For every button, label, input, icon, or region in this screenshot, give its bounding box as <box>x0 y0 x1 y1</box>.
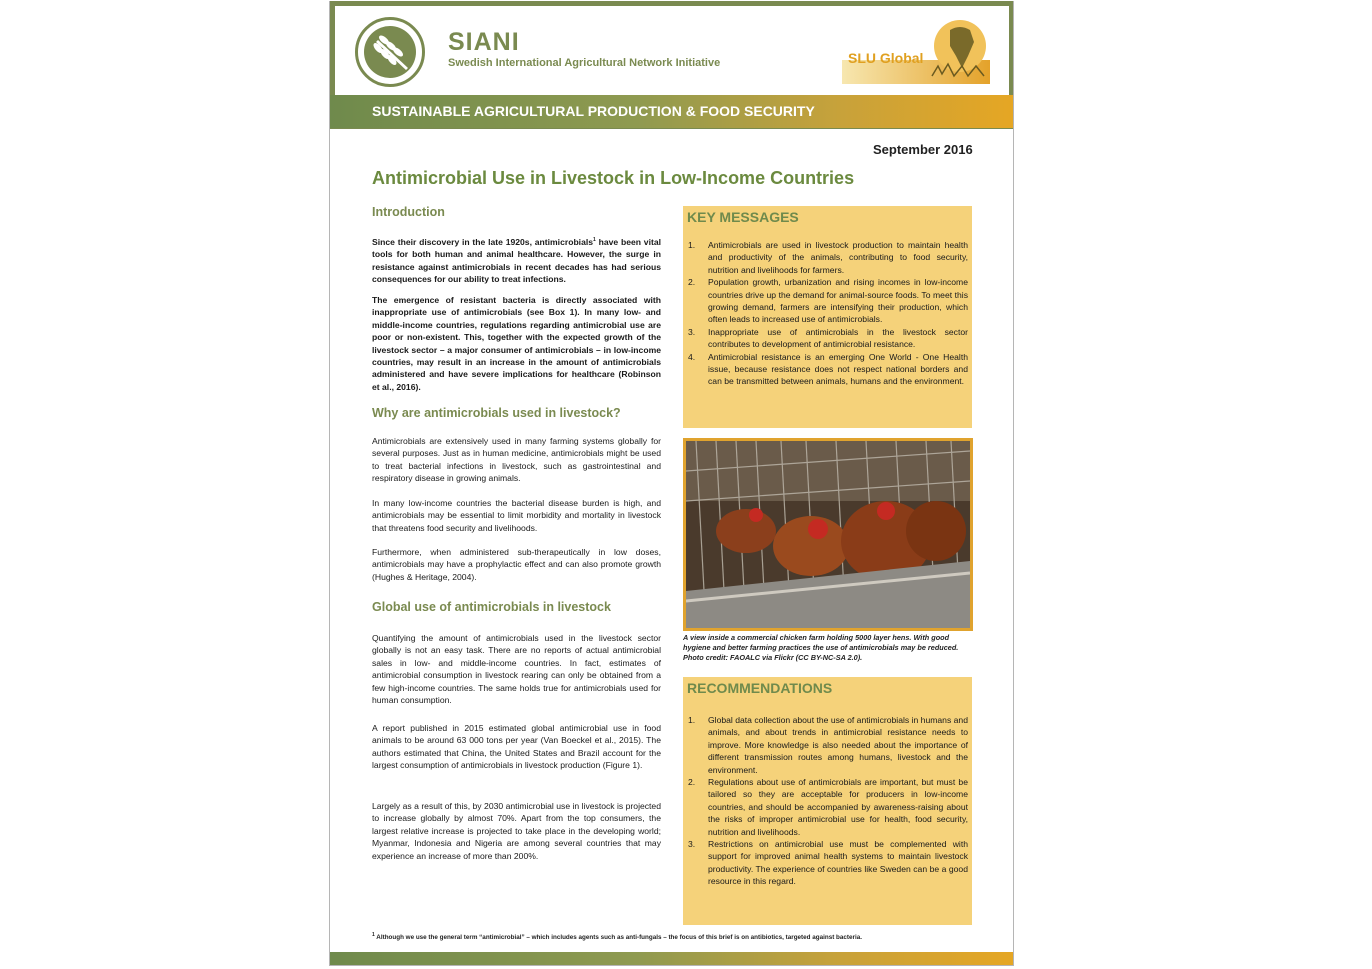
introduction-heading: Introduction <box>372 205 445 219</box>
why-paragraph-1: Antimicrobials are extensively used in many farming systems globally for several purposes. Just as in human medicine, antimicrobials might be used to treat bacterial infections in livestock, such as gastrointestinal and respiratory disease in growing animals. <box>372 436 661 484</box>
list-item: 4. Antimicrobial resistance is an emerging One World - One Health issue, because resistance does not respect national borders and can be transmitted between animals, humans and the environment. <box>688 351 968 387</box>
slu-global-label: SLU Global <box>848 50 924 66</box>
list-item: 2. Regulations about use of antimicrobials are important, but must be tailored so they are acceptable for producers in low-income countries, and should be accompanied by awareness-raising about the risks of improper antimicrobial use for health, food security, nutrition and livelihoods. <box>688 777 968 837</box>
global-paragraph-2: A report published in 2015 estimated global antimicrobial use in food animals to be around 63 000 tons per year (Van Boeckel et al., 2015). The authors estimated that China, the United States and Brazil account for the largest consumption of antimicrobials in livestock production (Figure 1). <box>372 723 661 771</box>
banner-text: SUSTAINABLE AGRICULTURAL PRODUCTION & FOOD SECURITY <box>372 103 815 119</box>
global-use-heading: Global use of antimicrobials in livestock <box>372 600 611 614</box>
key-messages-list <box>687 239 968 388</box>
recommendations-list <box>687 714 968 888</box>
list-item: 3. Restrictions on antimicrobial use must be complemented with support for improved animal health systems to maintain livestock productivity. The experience of countries like Sweden can be a good resource in this regard. <box>688 839 968 887</box>
chicken-image <box>686 441 970 628</box>
org-name: SIANI <box>448 28 520 56</box>
list-item: 1. Global data collection about the use of antimicrobials in humans and animals, and about trends in antimicrobial resistance needs to improve. More knowledge is also needed about the importance of different transmission routes among humans, livestock and the environment. <box>688 715 968 775</box>
global-paragraph-3: Largely as a result of this, by 2030 antimicrobial use in livestock is projected to increase globally by almost 70%. Apart from the top consumers, the largest relative increase is projected to take place in the developing world; Myanmar, Indonesia and Nigeria are among several countries that may experience an increase of more than 200%. <box>372 801 661 861</box>
publication-date: September 2016 <box>873 142 973 157</box>
intro-paragraph-2: The emergence of resistant bacteria is directly associated with inappropriate use of antimicrobials (see Box 1). In many low- and middle-income countries, regulations regarding antimicrobial use are poor or non-existent. This, together with the expected growth of the livestock sector – a major consumer of antimicrobials – in low-income countries, may result in an increase in the amount of antimicrobials administered and have severe implications for healthcare (Robinson et al., 2016). <box>372 295 661 392</box>
recommendations-title: RECOMMENDATIONS <box>687 680 833 696</box>
document-title: Antimicrobial Use in Livestock in Low-Income Countries <box>372 168 855 188</box>
list-item: 1. Antimicrobials are used in livestock production to maintain health and productivity of the animals, contributing to food security, nutrition and livelihoods for farmers. <box>688 240 968 275</box>
org-full-name: Swedish International Agricultural Network Initiative <box>448 57 721 69</box>
list-item: 3. Inappropriate use of antimicrobials in the livestock sector contributes to development of antimicrobial resistance. <box>688 326 968 350</box>
recommendations-box <box>683 677 972 925</box>
key-messages-title: KEY MESSAGES <box>687 209 799 225</box>
why-paragraph-2: In many low-income countries the bacterial disease burden is high, and antimicrobials may be essential to limit morbidity and mortality in livestock that threatens food security and livelihoods. <box>372 498 661 533</box>
list-item: 2. Population growth, urbanization and rising incomes in low-income countries drive up the demand for animal-source foods. To meet this growing demand, farmers are intensifying their production, which often leads to increased use of antimicrobials. <box>688 277 968 325</box>
why-heading: Why are antimicrobials used in livestock? <box>372 406 621 420</box>
wheat-icon <box>364 26 416 78</box>
section-banner <box>330 95 1013 128</box>
siani-logo <box>355 17 425 87</box>
key-messages-box <box>683 206 972 428</box>
footer-bar <box>330 952 1013 965</box>
global-paragraph-1: Quantifying the amount of antimicrobials used in the livestock sector globally is not an easy task. There are no reports of actual antimicrobial sales in low- and middle-income countries. In fact, estimates of antimicrobial consumption in livestock rearing can only be obtained from a few high-income countries. The same holds true for antimicrobials used for human consumption. <box>372 633 661 706</box>
photo-caption: A view inside a commercial chicken farm holding 5000 layer hens. With good hygiene and better farming practices the use of antimicrobials may be reduced. Photo credit: FAOALC via Flickr (CC BY-NC-SA 2.0). <box>683 633 959 662</box>
footnote: $^1$ Although we use the general term “antimicrobial” – which includes agents such as anti-fungals – the focus of this brief is on antibiotics, targeted against bacteria. <box>372 932 862 942</box>
slu-global-logo <box>842 16 990 84</box>
chicken-farm-photo <box>683 438 973 631</box>
intro-paragraph-1: Since their discovery in the late 1920s, antimicrobials$^1$ have been vital tools for both human and animal healthcare. However, the surge in resistance against antimicrobials in recent decades has had serious consequences for our ability to treat infections. <box>372 236 661 285</box>
why-paragraph-3: Furthermore, when administered sub-therapeutically in low doses, antimicrobials may have a prophylactic effect and can also promote growth (Hughes & Heritage, 2004). <box>372 547 661 582</box>
